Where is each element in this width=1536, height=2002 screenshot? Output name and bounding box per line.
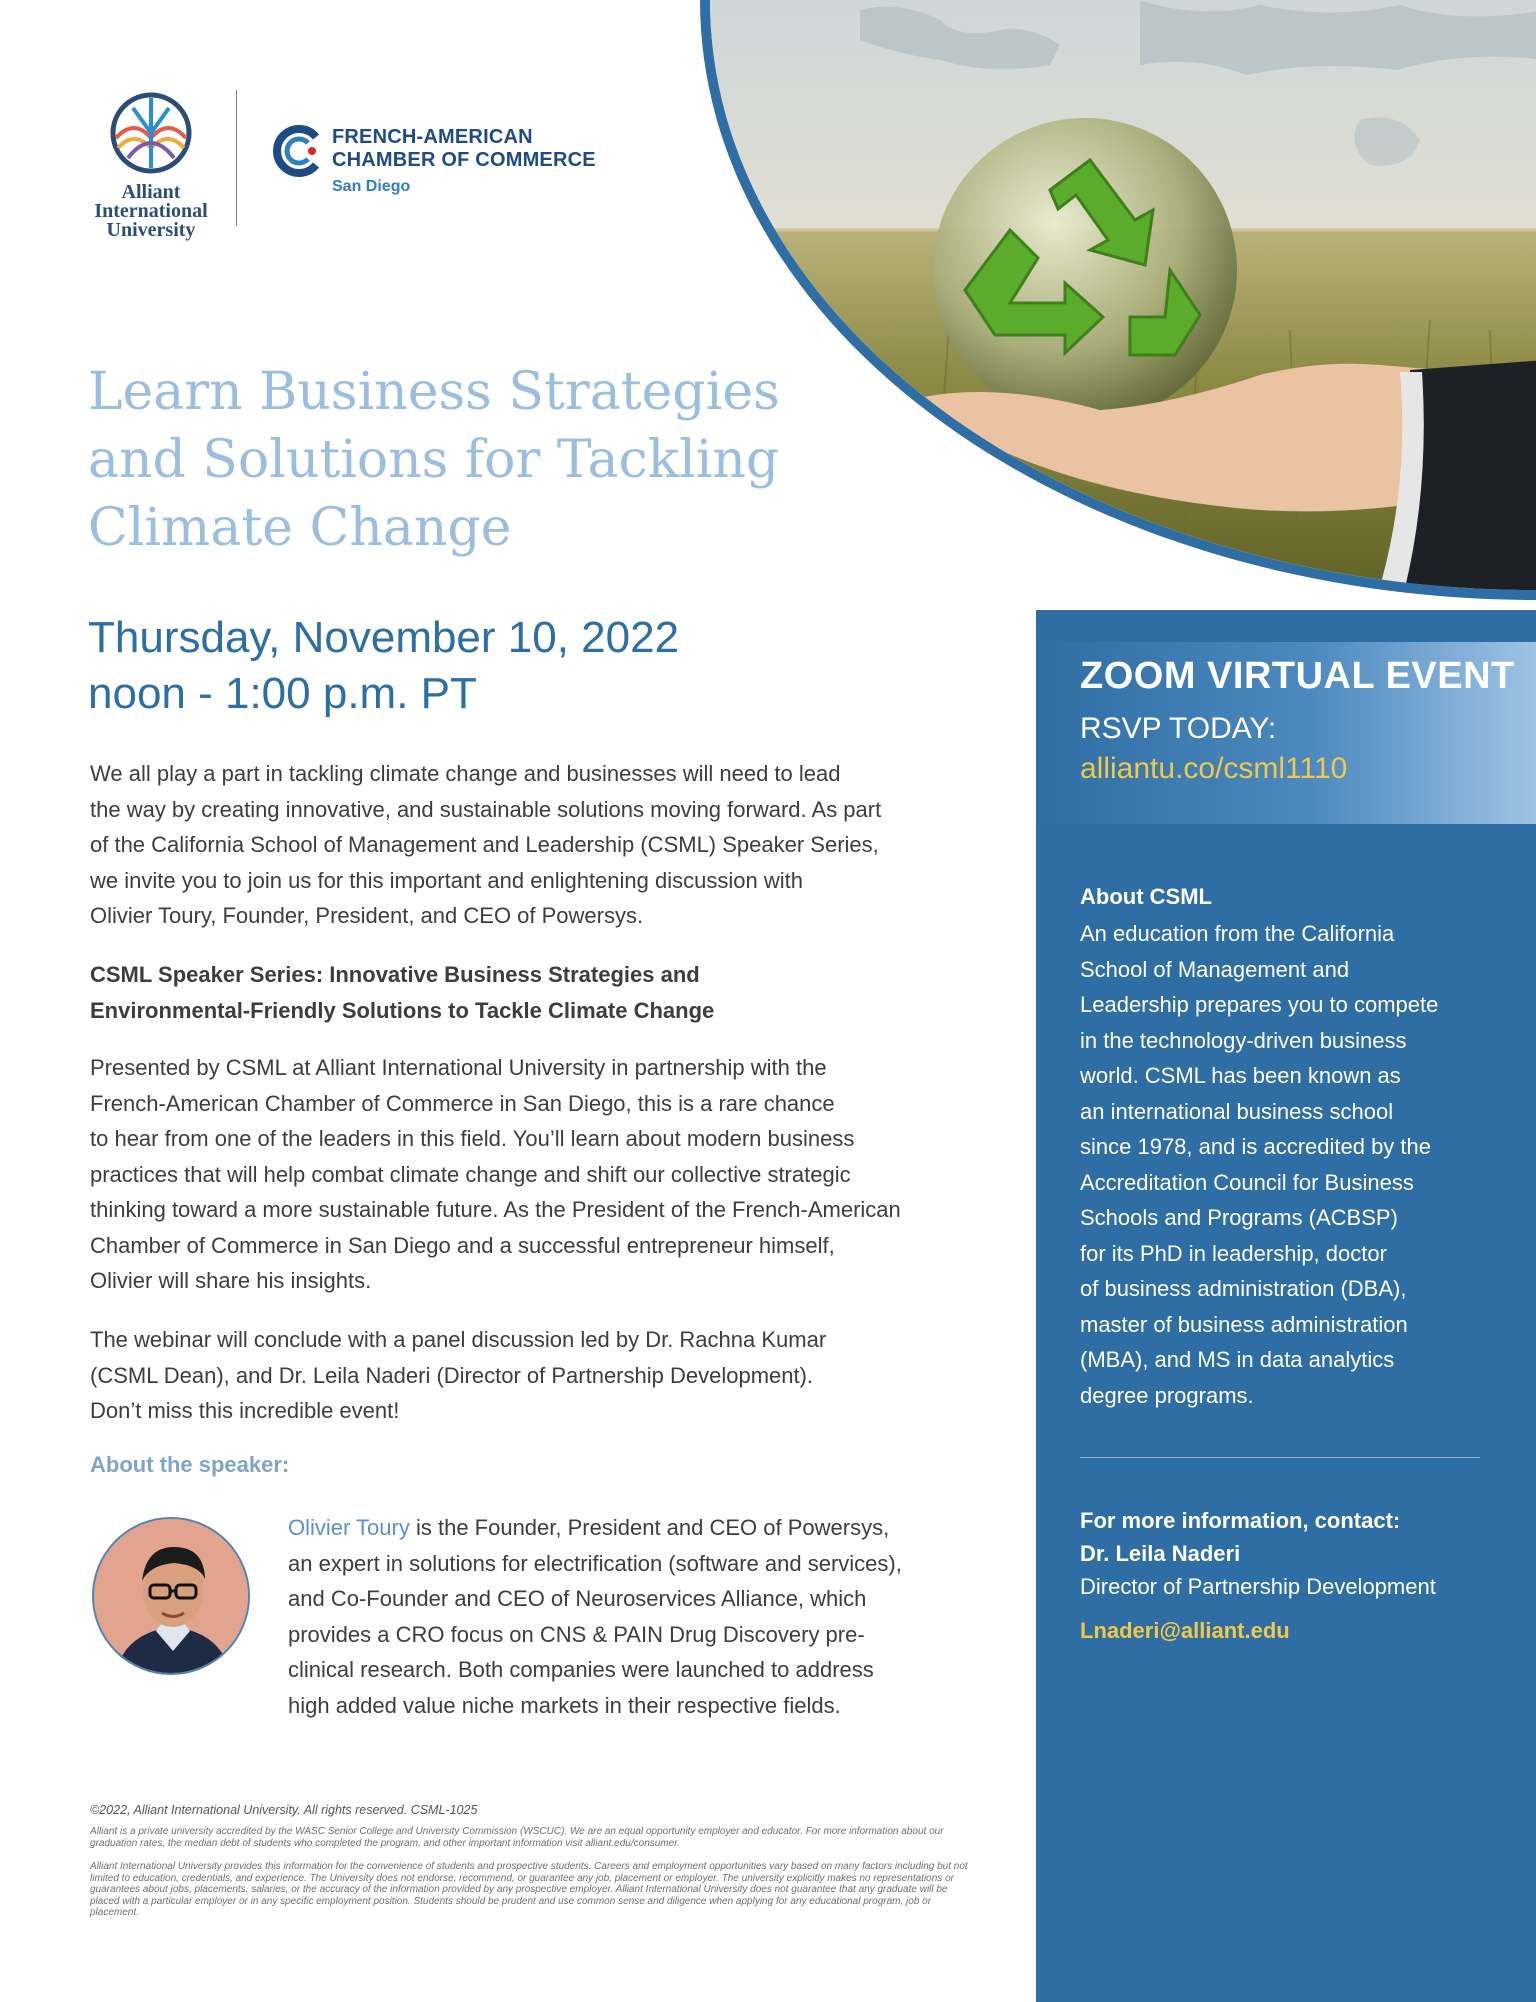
presented-line: practices that will help combat climate change and shift our collective strategic	[90, 1161, 851, 1187]
event-type-heading: ZOOM VIRTUAL EVENT	[1080, 655, 1515, 697]
speaker-bio-line1-rest: is the Founder, President and CEO of Powersys,	[409, 1515, 890, 1540]
hero-photo-recycle-globe	[700, 0, 1536, 600]
presented-paragraph	[90, 1050, 970, 1299]
facc-logo-city: San Diego	[332, 178, 411, 195]
about-csml-line: world. CSML has been known as	[1080, 1063, 1401, 1088]
about-csml-body	[1080, 916, 1490, 1413]
series-title-line1: CSML Speaker Series: Innovative Business Strategies and	[90, 962, 700, 987]
sidebar-divider	[1080, 1457, 1480, 1458]
about-csml-line: Schools and Programs (ACBSP)	[1080, 1205, 1398, 1230]
speaker-name: Olivier Toury	[288, 1515, 410, 1540]
alliant-logo	[88, 88, 214, 240]
series-title	[90, 957, 850, 1028]
presented-line: to hear from one of the leaders in this field. You’ll learn about modern business	[90, 1126, 855, 1151]
title-line1: Learn Business Strategies	[88, 362, 780, 422]
employment-disclaimer: Alliant International University provides this information for the convenience of students and prospective students. Careers and employment opportunities vary based on many factors including but not limited to education, credentials, and experience. The University does not endorse, recommend, or guarantee any job, placement or employer. The university explicitly makes no representations or guarantees about jobs, placements, salaries, or the accuracy of the information provided by any prospective employer. Alliant International University does not guarantee that any graduate will be placed with a particular employer or in any specific employment position. Students should be prudent and use common sense and diligence when applying for any educational program, job or placement.	[90, 1861, 968, 1918]
about-csml-line: master of business administration	[1080, 1311, 1408, 1337]
presented-line: Presented by CSML at Alliant International University in partnership with the	[90, 1055, 827, 1080]
intro-line: of the California School of Management and Leadership (CSML) Speaker Series,	[90, 832, 879, 857]
facc-logo-name	[332, 126, 596, 172]
speaker-portrait	[94, 1519, 250, 1675]
about-csml-line: degree programs.	[1080, 1382, 1254, 1408]
facc-c-icon	[272, 125, 324, 177]
about-csml-line: (MBA), and MS in data analytics	[1080, 1347, 1395, 1372]
intro-line: Olivier Toury, Founder, President, and CEO of Powersys.	[90, 903, 644, 928]
title-line3: Climate Change	[88, 498, 512, 558]
contact-email-link[interactable]: Lnaderi@alliant.edu	[1080, 1618, 1290, 1643]
title-line2: and Solutions for Tackling	[88, 430, 780, 490]
intro-line: We all play a part in tackling climate change and businesses will need to lead	[90, 761, 841, 786]
speaker-bio-line: an expert in solutions for electrification (software and services),	[288, 1550, 902, 1576]
intro-line: the way by creating innovative, and sustainable solutions moving forward. As part	[90, 796, 882, 822]
contact-title: Director of Partnership Development	[1080, 1574, 1436, 1599]
series-title-line2: Environmental-Friendly Solutions to Tackle Climate Change	[90, 997, 715, 1023]
speaker-bio-line: clinical research. Both companies were launched to address	[288, 1657, 874, 1682]
date-line2: noon - 1:00 p.m. PT	[88, 669, 477, 718]
speaker-bio-line1	[288, 1510, 978, 1546]
intro-paragraph	[90, 756, 970, 934]
facc-name-line1: FRENCH-AMERICAN	[332, 126, 533, 148]
webinar-line: The webinar will conclude with a panel discussion led by Dr. Rachna Kumar	[90, 1327, 827, 1352]
speaker-bio-line: high added value niche markets in their respective fields.	[288, 1692, 841, 1718]
page-title	[88, 358, 808, 562]
date-line1: Thursday, November 10, 2022	[88, 613, 680, 662]
copyright-notice: ©2022, Alliant International University. All rights reserved. CSML-1025	[90, 1803, 478, 1817]
alliant-emblem-icon	[88, 88, 214, 178]
contact-name: Dr. Leila Naderi	[1080, 1541, 1241, 1566]
about-csml-line: Leadership prepares you to compete	[1080, 992, 1439, 1017]
about-csml-line: An education from the California	[1080, 921, 1395, 946]
presented-line: Chamber of Commerce in San Diego and a successful entrepreneur himself,	[90, 1232, 835, 1258]
about-csml-line: of business administration (DBA),	[1080, 1276, 1407, 1301]
rsvp-label: RSVP TODAY:	[1080, 712, 1277, 745]
hero-photo-illustration	[710, 0, 1536, 600]
about-csml-line: for its PhD in leadership, doctor	[1080, 1240, 1387, 1266]
facc-name-line2: CHAMBER OF COMMERCE	[332, 149, 596, 171]
speaker-bio-line: and Co-Founder and CEO of Neuroservices Alliance, which	[288, 1586, 867, 1611]
intro-line: we invite you to join us for this important and enlightening discussion with	[90, 867, 803, 893]
speaker-bio	[288, 1510, 978, 1723]
speaker-photo	[92, 1517, 250, 1675]
webinar-paragraph	[90, 1322, 970, 1429]
contact-heading: For more information, contact:	[1080, 1508, 1401, 1533]
presented-line: thinking toward a more sustainable future. As the President of the French-American	[90, 1197, 901, 1222]
presented-line: French-American Chamber of Commerce in San Diego, this is a rare chance	[90, 1090, 835, 1116]
alliant-logo-wordmark: Alliant International University	[94, 181, 208, 241]
speaker-bio-line: provides a CRO focus on CNS & PAIN Drug Discovery pre-	[288, 1621, 865, 1647]
about-speaker-heading: About the speaker:	[90, 1452, 290, 1477]
presented-line: Olivier will share his insights.	[90, 1268, 372, 1293]
event-date	[88, 610, 808, 722]
webinar-line: Don’t miss this incredible event!	[90, 1398, 400, 1423]
about-csml-line: School of Management and	[1080, 956, 1350, 982]
rsvp-link[interactable]: alliantu.co/csml1110	[1080, 752, 1348, 785]
about-csml-line: an international business school	[1080, 1098, 1394, 1124]
about-csml-line: Accreditation Council for Business	[1080, 1169, 1414, 1195]
about-csml-heading: About CSML	[1080, 884, 1212, 909]
facc-logo-mark	[272, 125, 324, 177]
accreditation-disclaimer: Alliant is a private university accredited by the WASC Senior College and University Commission (WSCUC). We are an equal opportunity employer and educator. For more information about our graduation rates, the median debt of students who completed the program, and other important information visit alliant.edu/consumer.	[90, 1826, 944, 1849]
webinar-line: (CSML Dean), and Dr. Leila Naderi (Director of Partnership Development).	[90, 1362, 814, 1388]
logo-divider	[236, 90, 237, 226]
about-csml-line: in the technology-driven business	[1080, 1027, 1407, 1053]
about-csml-line: since 1978, and is accredited by the	[1080, 1134, 1432, 1159]
